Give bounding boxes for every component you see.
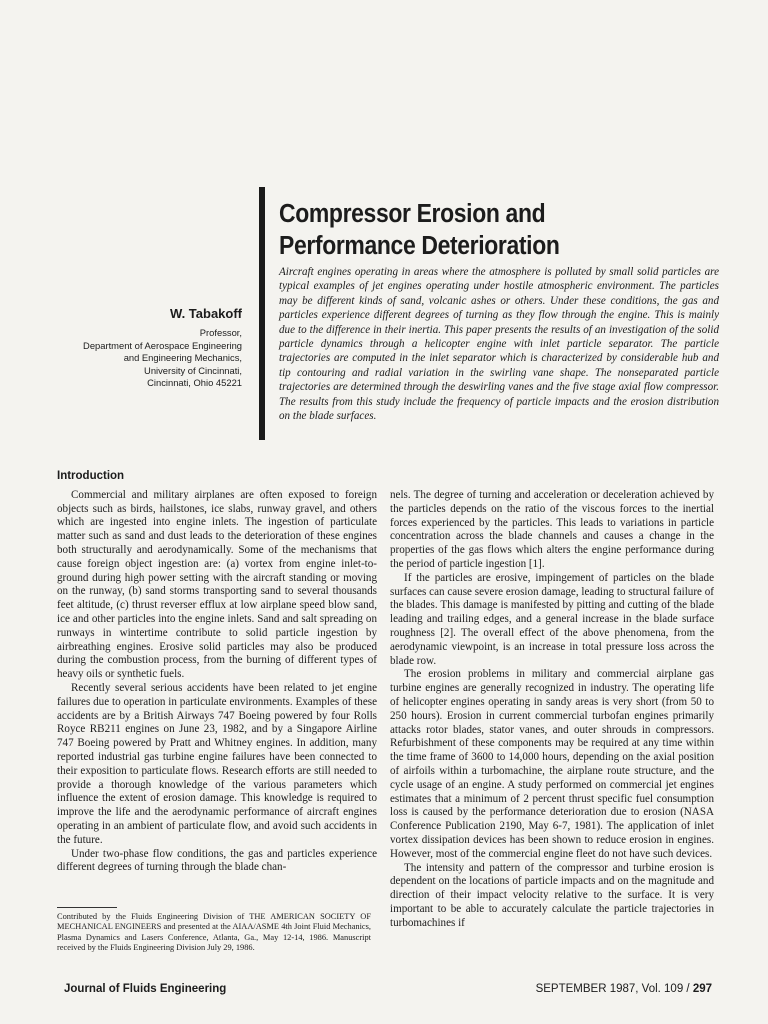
title-line: Performance Deterioration [279, 232, 560, 260]
body-paragraph: Commercial and military airplanes are often exposed to foreign objects such as birds, hailstones, ice slabs, runway gravel, and others which are ingested into engine inlets. The ingestion of particulate matter such as sand and dust leads to the deterioration of these engines both structurally and aerodynamically. Some of the mechanisms that cause foreign object ingestion are: (a) vortex from engine inlet-to-ground during high power setting with the aircraft standing or moving on the runway, (b) sand storms transporting sand to several thousands feet altitude, (c) thrust reverser efflux at low airplane speed blow sand, ice and other particles into the engine inlets. Sand and salt spreading on runways in wintertime contribute to solid particle ingestion by airbreathing engines. Erosive solid particles may also be produced during the combustion process, from the burning of different types of heavy oils or synthetic fuels. [57, 488, 377, 681]
issue-info [536, 983, 712, 995]
section-heading: Introduction [57, 470, 125, 482]
body-paragraph: Under two-phase flow conditions, the gas and particles experience different degrees of turning through the blade chan- [57, 847, 377, 874]
abstract: Aircraft engines operating in areas where the atmosphere is polluted by small solid particles are typical examples of jet engines operating under hostile atmospheric environment. The particles may be different kinds of sand, volcanic ashes or others. Under these conditions, the gas and particles experience different degrees of turning as they flow through the engine. This is mainly due to the difference in their inertia. This paper presents the results of an investigation of the solid particle dynamics through a helicopter engine with inlet particle separator. The particle trajectories are computed in the inlet separator which is characterized by considerable hub and tip contouring and radial variation in the swirling vane shape. The nonseparated particle trajectories are determined through the deswirling vanes and the five stage axial flow compressor. The results from this study include the frequency of particle impacts and the erosion distribution on the blade surfaces. [279, 266, 719, 423]
body-paragraph: nels. The degree of turning and acceleration or deceleration achieved by the particles depends on the ratio of the viscous forces to the inertial forces experienced by the particles. This leads to variations in particle concentration across the blade channels and causes a change in the properties of the gas flows which alters the engine performance during the period of particle ingestion [1]. [390, 489, 714, 570]
body-paragraph: If the particles are erosive, impingement of particles on the blade surfaces can cause severe erosion damage, leading to structural failure of the blades. This damage is manifested by pitting and cutting of the blade leading and trailing edges, and a general increase in the blade surface roughness [2]. The overall effect of the above phenomena, from the aerodynamic viewpoint, is an increase in total pressure loss across the blade row. [390, 571, 714, 667]
title-line: Compressor Erosion and [279, 200, 546, 228]
affiliation-line: and Engineering Mechanics, [123, 352, 242, 363]
author-name: W. Tabakoff [170, 306, 242, 321]
body-paragraph: The intensity and pattern of the compressor and turbine erosion is dependent on the locations of particle impacts and on the magnitude and direction of their impact velocity relative to the surface. It is very important to be able to accurately calculate the particle trajectories in turbomachines if [390, 861, 714, 929]
body-paragraph: Recently several serious accidents have been related to jet engine failures due to operation in particulate environments. Examples of these accidents are by a British Airways 747 Boeing powered by four Rolls Royce RB211 engines on June 23, 1982, and by a Singapore Airline 747 Boeing powered by Pratt and Whitney engines. In addition, many reported industrial gas turbine engine failures have been connected to their exposition to particulate flows. Research efforts are still needed to provide a thorough knowledge of the various parameters which influence the extent of erosion damage. This knowledge is required to improve the life and the aerodynamic performance of aircraft engines operating in an ambient of particulate flow, and avoid such accidents in the future. [57, 681, 377, 846]
affiliation-line: Department of Aerospace Engineering [83, 339, 242, 351]
author-block [60, 306, 242, 390]
page-number: 297 [692, 983, 712, 995]
footnote [57, 907, 371, 954]
affiliation-line: University of Cincinnati, [144, 364, 242, 376]
affiliation-line: Cincinnati, Ohio 45221 [147, 377, 242, 388]
title-rule-bar [259, 187, 265, 440]
issue-text: SEPTEMBER 1987, Vol. 109 / [535, 983, 693, 995]
journal-name: Journal of Fluids Engineering [64, 983, 227, 995]
affiliation-line: Professor, [199, 327, 242, 338]
left-column [57, 470, 377, 875]
right-column [390, 489, 714, 931]
paper-title [279, 198, 675, 262]
footnote-rule [57, 907, 117, 908]
footnote-text: Contributed by the Fluids Engineering Division of THE AMERICAN SOCIETY OF MECHANICAL ENGINEERS and presented at the AIAA/ASME 4th Joint Fluid Mechanics, Plasma Dynamics and Lasers Conference, Atlanta, Ga., May 12-14, 1986. Manuscript received by the Fluids Engineering Division July 29, 1986. [57, 912, 371, 953]
body-paragraph: The erosion problems in military and commercial airplane gas turbine engines are generally recognized in industry. The operating life of helicopter engines operating in sandy areas is very short (from 50 to 250 hours). Erosion in current commercial turbofan engines primarily attacks rotor blades, stator vanes, and outer shrouds in compressors. Refurbishment of these components may be required at any time within the time frame of 3600 to 14,000 hours, depending on the axial position of airfoils within a turbomachine, the airplane route structure, and the cycle usage of an engine. A study performed on commercial jet engines estimates that a minimum of 2 percent thrust specific fuel consumption loss is caused by the performance deterioration due to erosion (NASA Conference Publication 2190, May 6-7, 1981). The application of inlet vortex dissipation devices has been shown to reduce erosion in engines. However, most of the commercial engine fleet do not have such devices. [390, 668, 714, 860]
